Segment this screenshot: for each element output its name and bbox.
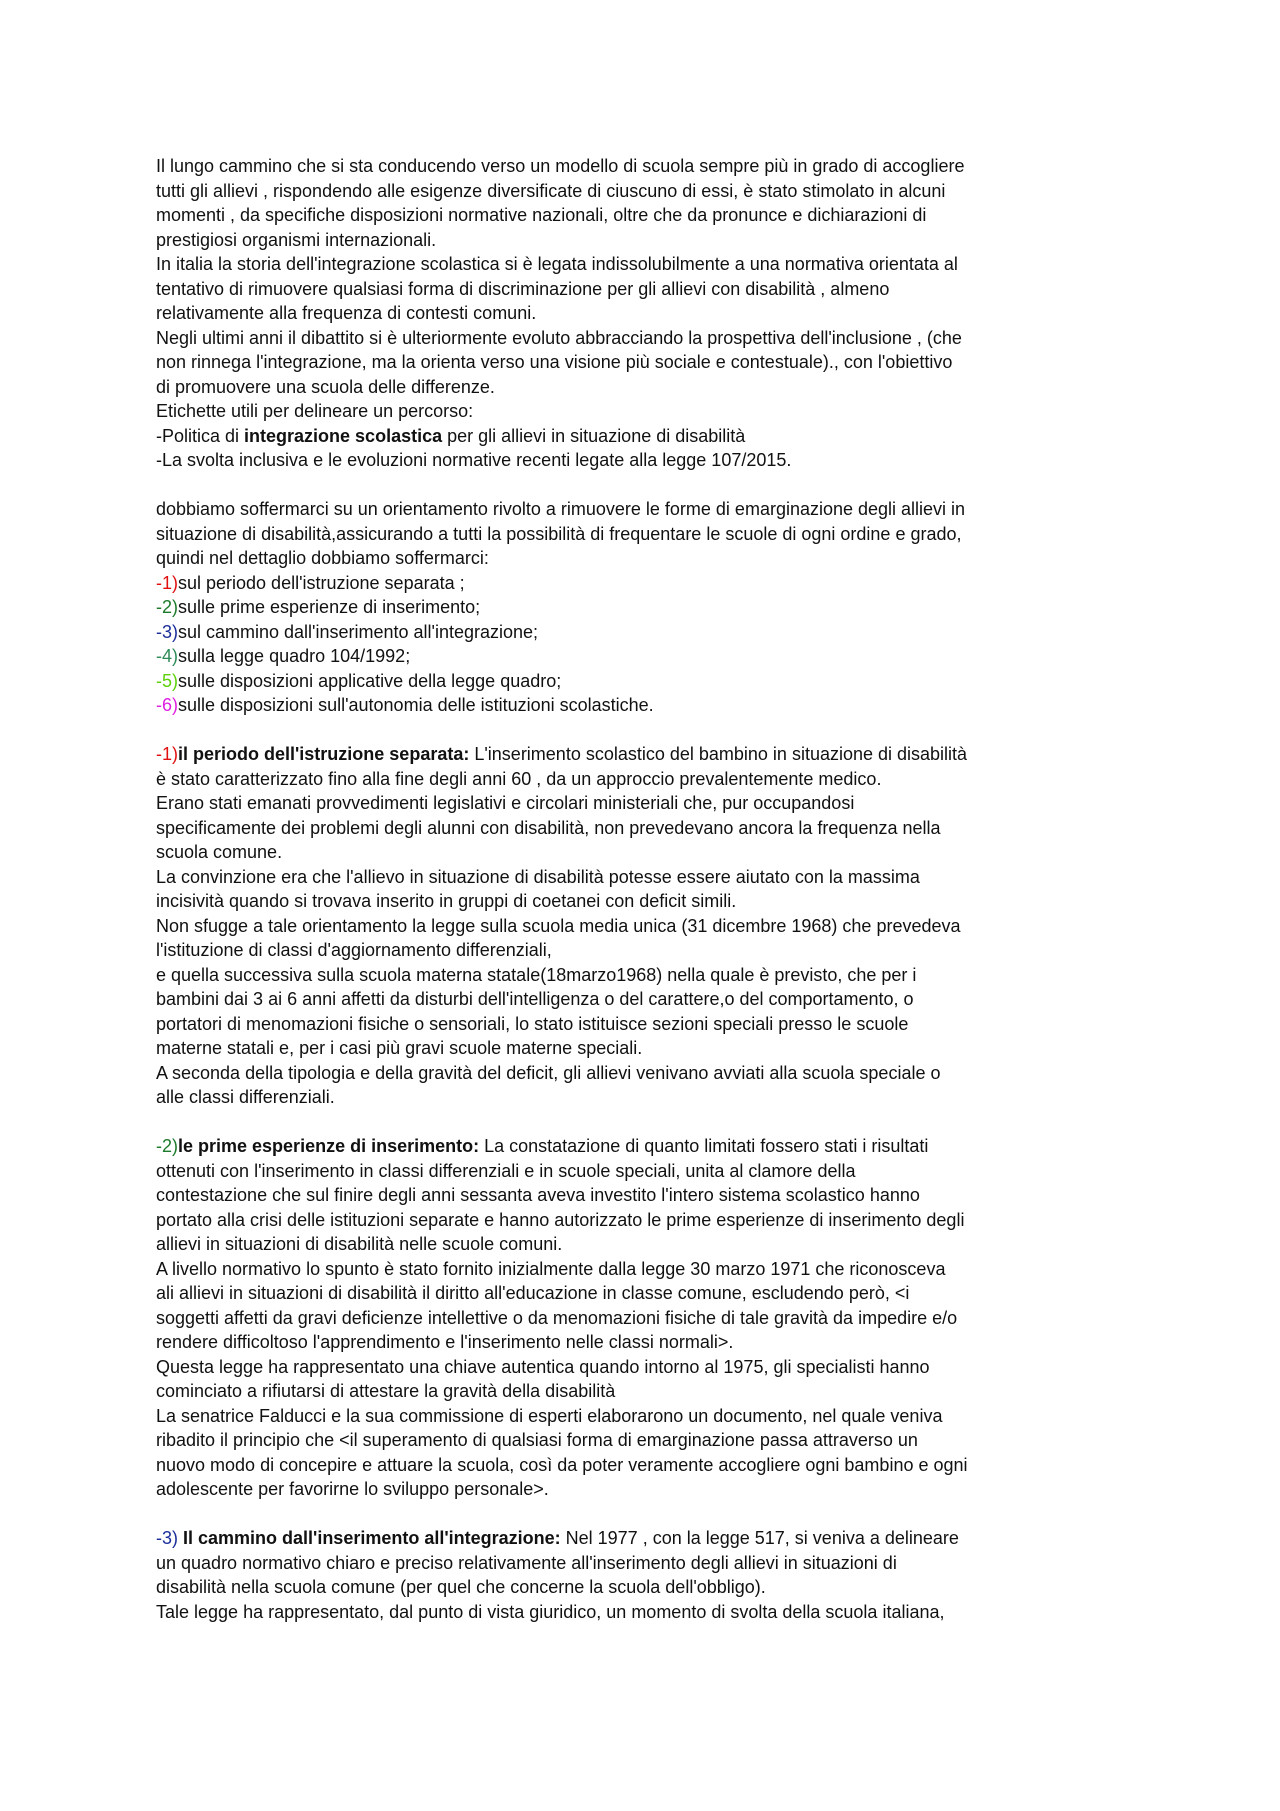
list-text: sulle disposizioni applicative della legge quadro; xyxy=(178,670,562,691)
text-line: ottenuti con l'inserimento in classi differenziali e in scuole speciali, unita al clamore della xyxy=(156,1160,856,1181)
text-line: momenti , da specifiche disposizioni normative nazionali, oltre che da pronunce e dichiarazioni di xyxy=(156,205,927,225)
text-line: tutti gli allievi , rispondendo alle esigenze diversificate di ciuscuno di essi, è stato stimolato in alcuni xyxy=(156,180,946,201)
paragraph-spacer xyxy=(156,473,1136,498)
text-line: Negli ultimi anni il dibattito si è ulteriormente evoluto abbracciando la prospettiva dell'inclusione , (che xyxy=(156,327,962,348)
section-heading-line xyxy=(156,1134,1136,1159)
text-line: situazione di disabilità,assicurando a tutti la possibilità di frequentare le scuole di ogni ordine e grado, xyxy=(156,523,962,544)
list-text: sulla legge quadro 104/1992; xyxy=(178,646,411,666)
text-line: relativamente alla frequenza di contesti comuni. xyxy=(156,303,537,323)
label-text: per gli allievi in situazione di disabilità xyxy=(442,425,746,446)
paragraph-spacer xyxy=(156,1502,1136,1527)
list-item xyxy=(156,644,1136,669)
label-item xyxy=(156,424,1136,449)
text-line: adolescente per favorirne lo sviluppo personale>. xyxy=(156,1479,549,1499)
section-number: -2) xyxy=(156,1136,178,1156)
text-line: tentativo di rimuovere qualsiasi forma di discriminazione per gli allievi con disabilità , almeno xyxy=(156,278,890,299)
focus-paragraph xyxy=(156,497,1136,571)
text-line: Non sfugge a tale orientamento la legge sulla scuola media unica (31 dicembre 1968) che prevedeva xyxy=(156,915,961,936)
text-line: disabilità nella scuola comune (per quel che concerne la scuola dell'obbligo). xyxy=(156,1577,766,1597)
section-heading-line xyxy=(156,742,1136,767)
text-line: è stato caratterizzato fino alla fine degli anni 60 , da un approccio prevalentemente medico. xyxy=(156,768,882,789)
text-line: ribadito il principio che <il superamento di qualsiasi forma di emarginazione passa attraverso un xyxy=(156,1430,918,1450)
text-line: In italia la storia dell'integrazione scolastica si è legata indissolubilmente a una normativa orientata al xyxy=(156,254,958,274)
section-text: Nel 1977 , con la legge 517, si veniva a delineare xyxy=(560,1528,959,1548)
text-line: Questa legge ha rappresentato una chiave autentica quando intorno al 1975, gli specialisti hanno xyxy=(156,1356,930,1377)
list-item xyxy=(156,693,1136,718)
text-line: nuovo modo di concepire e attuare la scuola, così da poter veramente accogliere ogni bambino e ogni xyxy=(156,1454,968,1475)
section-text: L'inserimento scolastico del bambino in situazione di disabilità xyxy=(469,744,968,764)
text-line: dobbiamo soffermarci su un orientamento rivolto a rimuovere le forme di emarginazione degli allievi in xyxy=(156,499,966,519)
section-heading-line xyxy=(156,1526,1136,1551)
list-item xyxy=(156,669,1136,694)
text-line: A seconda della tipologia e della gravità del deficit, gli allievi venivano avviati alla scuola speciale o xyxy=(156,1062,941,1083)
text-line: l'istituzione di classi d'aggiornamento differenziali, xyxy=(156,940,552,960)
list-number: -6) xyxy=(156,695,178,715)
section-2 xyxy=(156,1134,1136,1502)
label-text: -Politica di xyxy=(156,425,245,446)
topics-list xyxy=(156,571,1136,718)
list-item xyxy=(156,595,1136,620)
list-item xyxy=(156,571,1136,596)
label-item: -La svolta inclusiva e le evoluzioni normative recenti legate alla legge 107/2015. xyxy=(156,450,792,470)
text-line: prestigiosi organismi internazionali. xyxy=(156,229,437,250)
intro-paragraph xyxy=(156,154,1136,424)
list-number: -1) xyxy=(156,572,178,593)
text-line: portatori di menomazioni fisiche o sensoriali, lo stato istituisce sezioni speciali presso le scuole xyxy=(156,1013,909,1034)
section-number: -1) xyxy=(156,744,178,764)
list-number: -3) xyxy=(156,621,178,642)
text-line: Il lungo cammino che si sta conducendo verso un modello di scuola sempre più in grado di accogliere xyxy=(156,156,965,176)
list-text: sulle disposizioni sull'autonomia delle istituzioni scolastiche. xyxy=(178,695,654,715)
text-line: A livello normativo lo spunto è stato fornito inizialmente dalla legge 30 marzo 1971 che riconosceva xyxy=(156,1258,946,1279)
paragraph-spacer xyxy=(156,718,1136,743)
list-item xyxy=(156,620,1136,645)
text-line: e quella successiva sulla scuola materna statale(18marzo1968) nella quale è previsto, che per i xyxy=(156,964,917,985)
section-number: -3) xyxy=(156,1528,178,1548)
text-line: portato alla crisi delle istituzioni separate e hanno autorizzato le prime esperienze di inserimento degli xyxy=(156,1209,965,1230)
text-line: ali allievi in situazioni di disabilità il diritto all'educazione in classe comune, escludendo però, <i xyxy=(156,1283,910,1303)
document-page xyxy=(156,154,1136,1624)
list-text: sul periodo dell'istruzione separata ; xyxy=(178,572,465,593)
paragraph-spacer xyxy=(156,1110,1136,1135)
section-heading: Il cammino dall'inserimento all'integrazione: xyxy=(178,1528,561,1548)
section-heading: il periodo dell'istruzione separata: xyxy=(178,744,470,764)
text-line: quindi nel dettaglio dobbiamo soffermarci: xyxy=(156,548,489,568)
text-line: di promuovere una scuola delle differenze. xyxy=(156,376,495,397)
text-line: un quadro normativo chiaro e preciso relativamente all'inserimento degli allievi in situazioni di xyxy=(156,1552,897,1573)
list-text: sulle prime esperienze di inserimento; xyxy=(178,597,481,617)
text-line: allievi in situazioni di disabilità nelle scuole comuni. xyxy=(156,1234,563,1254)
list-text: sul cammino dall'inserimento all'integrazione; xyxy=(178,621,539,642)
list-number: -2) xyxy=(156,597,178,617)
text-line: incisività quando si trovava inserito in gruppi di coetanei con deficit simili. xyxy=(156,891,737,911)
text-line: specificamente dei problemi degli alunni con disabilità, non prevedevano ancora la frequenza nella xyxy=(156,817,941,838)
text-line: Etichette utili per delineare un percorso: xyxy=(156,401,474,421)
text-line: soggetti affetti da gravi deficienze intellettive o da menomazioni fisiche di tale gravità da impedire e/o xyxy=(156,1307,958,1328)
section-3 xyxy=(156,1526,1136,1624)
text-line: non rinnega l'integrazione, ma la orienta verso una visione più sociale e contestuale)., con l'obiettivo xyxy=(156,352,953,372)
section-1 xyxy=(156,742,1136,1110)
label-bold-text: integrazione scolastica xyxy=(244,425,443,446)
section-heading: le prime esperienze di inserimento: xyxy=(178,1136,480,1156)
text-line: bambini dai 3 ai 6 anni affetti da disturbi dell'intelligenza o del carattere,o del comportamento, o xyxy=(156,989,914,1009)
list-number: -4) xyxy=(156,646,178,666)
text-line: materne statali e, per i casi più gravi scuole materne speciali. xyxy=(156,1038,643,1058)
list-number: -5) xyxy=(156,670,178,691)
text-line: La senatrice Falducci e la sua commissione di esperti elaborarono un documento, nel quale veniva xyxy=(156,1405,943,1426)
text-line: rendere difficoltoso l'apprendimento e l'inserimento nelle classi normali>. xyxy=(156,1332,734,1352)
text-line: scuola comune. xyxy=(156,842,283,862)
text-line: La convinzione era che l'allievo in situazione di disabilità potesse essere aiutato con la massima xyxy=(156,866,920,887)
section-text: La constatazione di quanto limitati fossero stati i risultati xyxy=(479,1136,929,1156)
text-line: alle classi differenziali. xyxy=(156,1087,335,1107)
text-line: contestazione che sul finire degli anni sessanta aveva investito l'intero sistema scolastico hanno xyxy=(156,1185,920,1205)
text-line: cominciato a rifiutarsi di attestare la gravità della disabilità xyxy=(156,1381,616,1401)
text-line: Erano stati emanati provvedimenti legislativi e circolari ministeriali che, pur occupandosi xyxy=(156,793,855,813)
text-line: Tale legge ha rappresentato, dal punto di vista giuridico, un momento di svolta della scuola italiana, xyxy=(156,1601,945,1622)
labels-list xyxy=(156,424,1136,473)
